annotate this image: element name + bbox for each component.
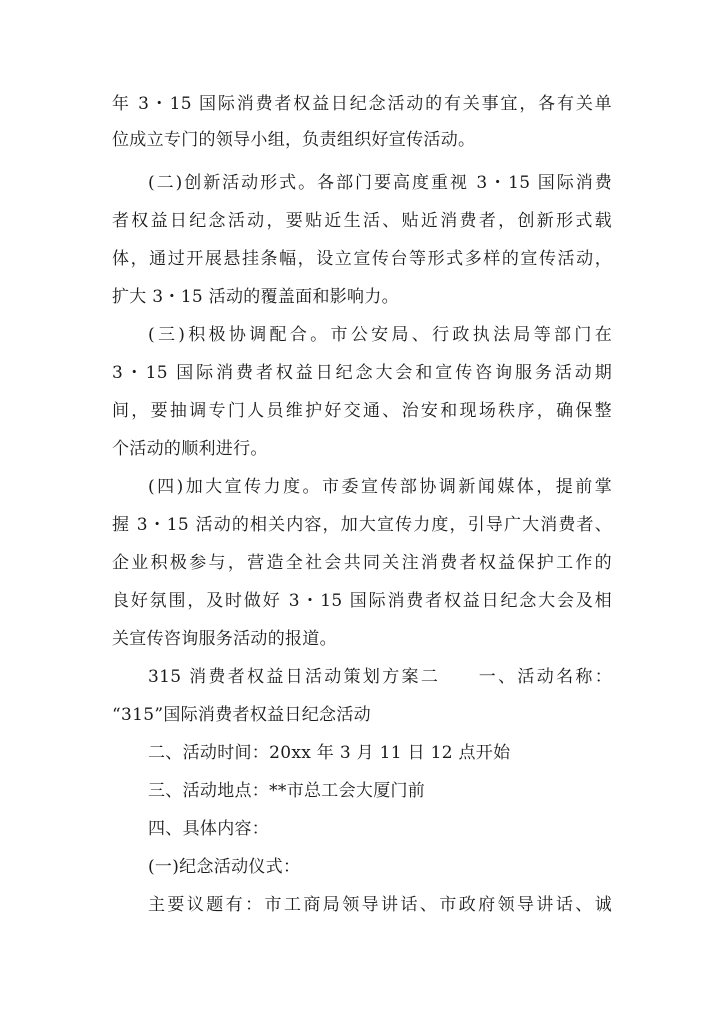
text-line: (三)积极协调配合。市公安局、行政执法局等部门在 — [148, 325, 612, 345]
text-line: 年 3・15 国际消费者权益日纪念活动的有关事宜，各有关单 — [112, 94, 612, 114]
text-line: 位成立专门的领导小组，负责组织好宣传活动。 — [112, 130, 476, 150]
text-line: 间，要抽调专门人员维护好交通、治安和现场秩序，确保整 — [112, 401, 612, 421]
text-line: 二、活动时间：20xx 年 3 月 11 日 12 点开始 — [148, 743, 511, 763]
text-line: 3・15 国际消费者权益日纪念大会和宣传咨询服务活动期 — [112, 363, 612, 383]
text-line: 良好氛围，及时做好 3・15 国际消费者权益日纪念大会及相 — [112, 591, 612, 611]
text-line: 握 3・15 活动的相关内容，加大宣传力度，引导广大消费者、 — [112, 515, 612, 535]
text-line: 四、具体内容： — [148, 819, 270, 839]
section-heading: 315 消费者权益日活动策划方案二 一、活动名称： — [148, 667, 612, 687]
text-line: 者权益日纪念活动，要贴近生活、贴近消费者，创新形式载 — [112, 211, 612, 231]
text-line: 主要议题有：市工商局领导讲话、市政府领导讲话、诚 — [148, 895, 612, 915]
text-line: (四)加大宣传力度。市委宣传部协调新闻媒体，提前掌 — [148, 477, 612, 497]
text-line: (二)创新活动形式。各部门要高度重视 3・15 国际消费 — [148, 173, 612, 193]
text-line: 三、活动地点：**市总工会大厦门前 — [148, 781, 426, 801]
text-line: “315”国际消费者权益日纪念活动 — [112, 705, 371, 725]
text-line: 体，通过开展悬挂条幅，设立宣传台等形式多样的宣传活动， — [112, 249, 612, 269]
text-line: 个活动的顺利进行。 — [112, 439, 268, 459]
text-line: 扩大 3・15 活动的覆盖面和影响力。 — [112, 287, 399, 307]
text-line: 关宣传咨询服务活动的报道。 — [112, 629, 337, 649]
text-line: (一)纪念活动仪式： — [148, 857, 301, 877]
text-line: 企业积极参与，营造全社会共同关注消费者权益保护工作的 — [112, 553, 612, 573]
